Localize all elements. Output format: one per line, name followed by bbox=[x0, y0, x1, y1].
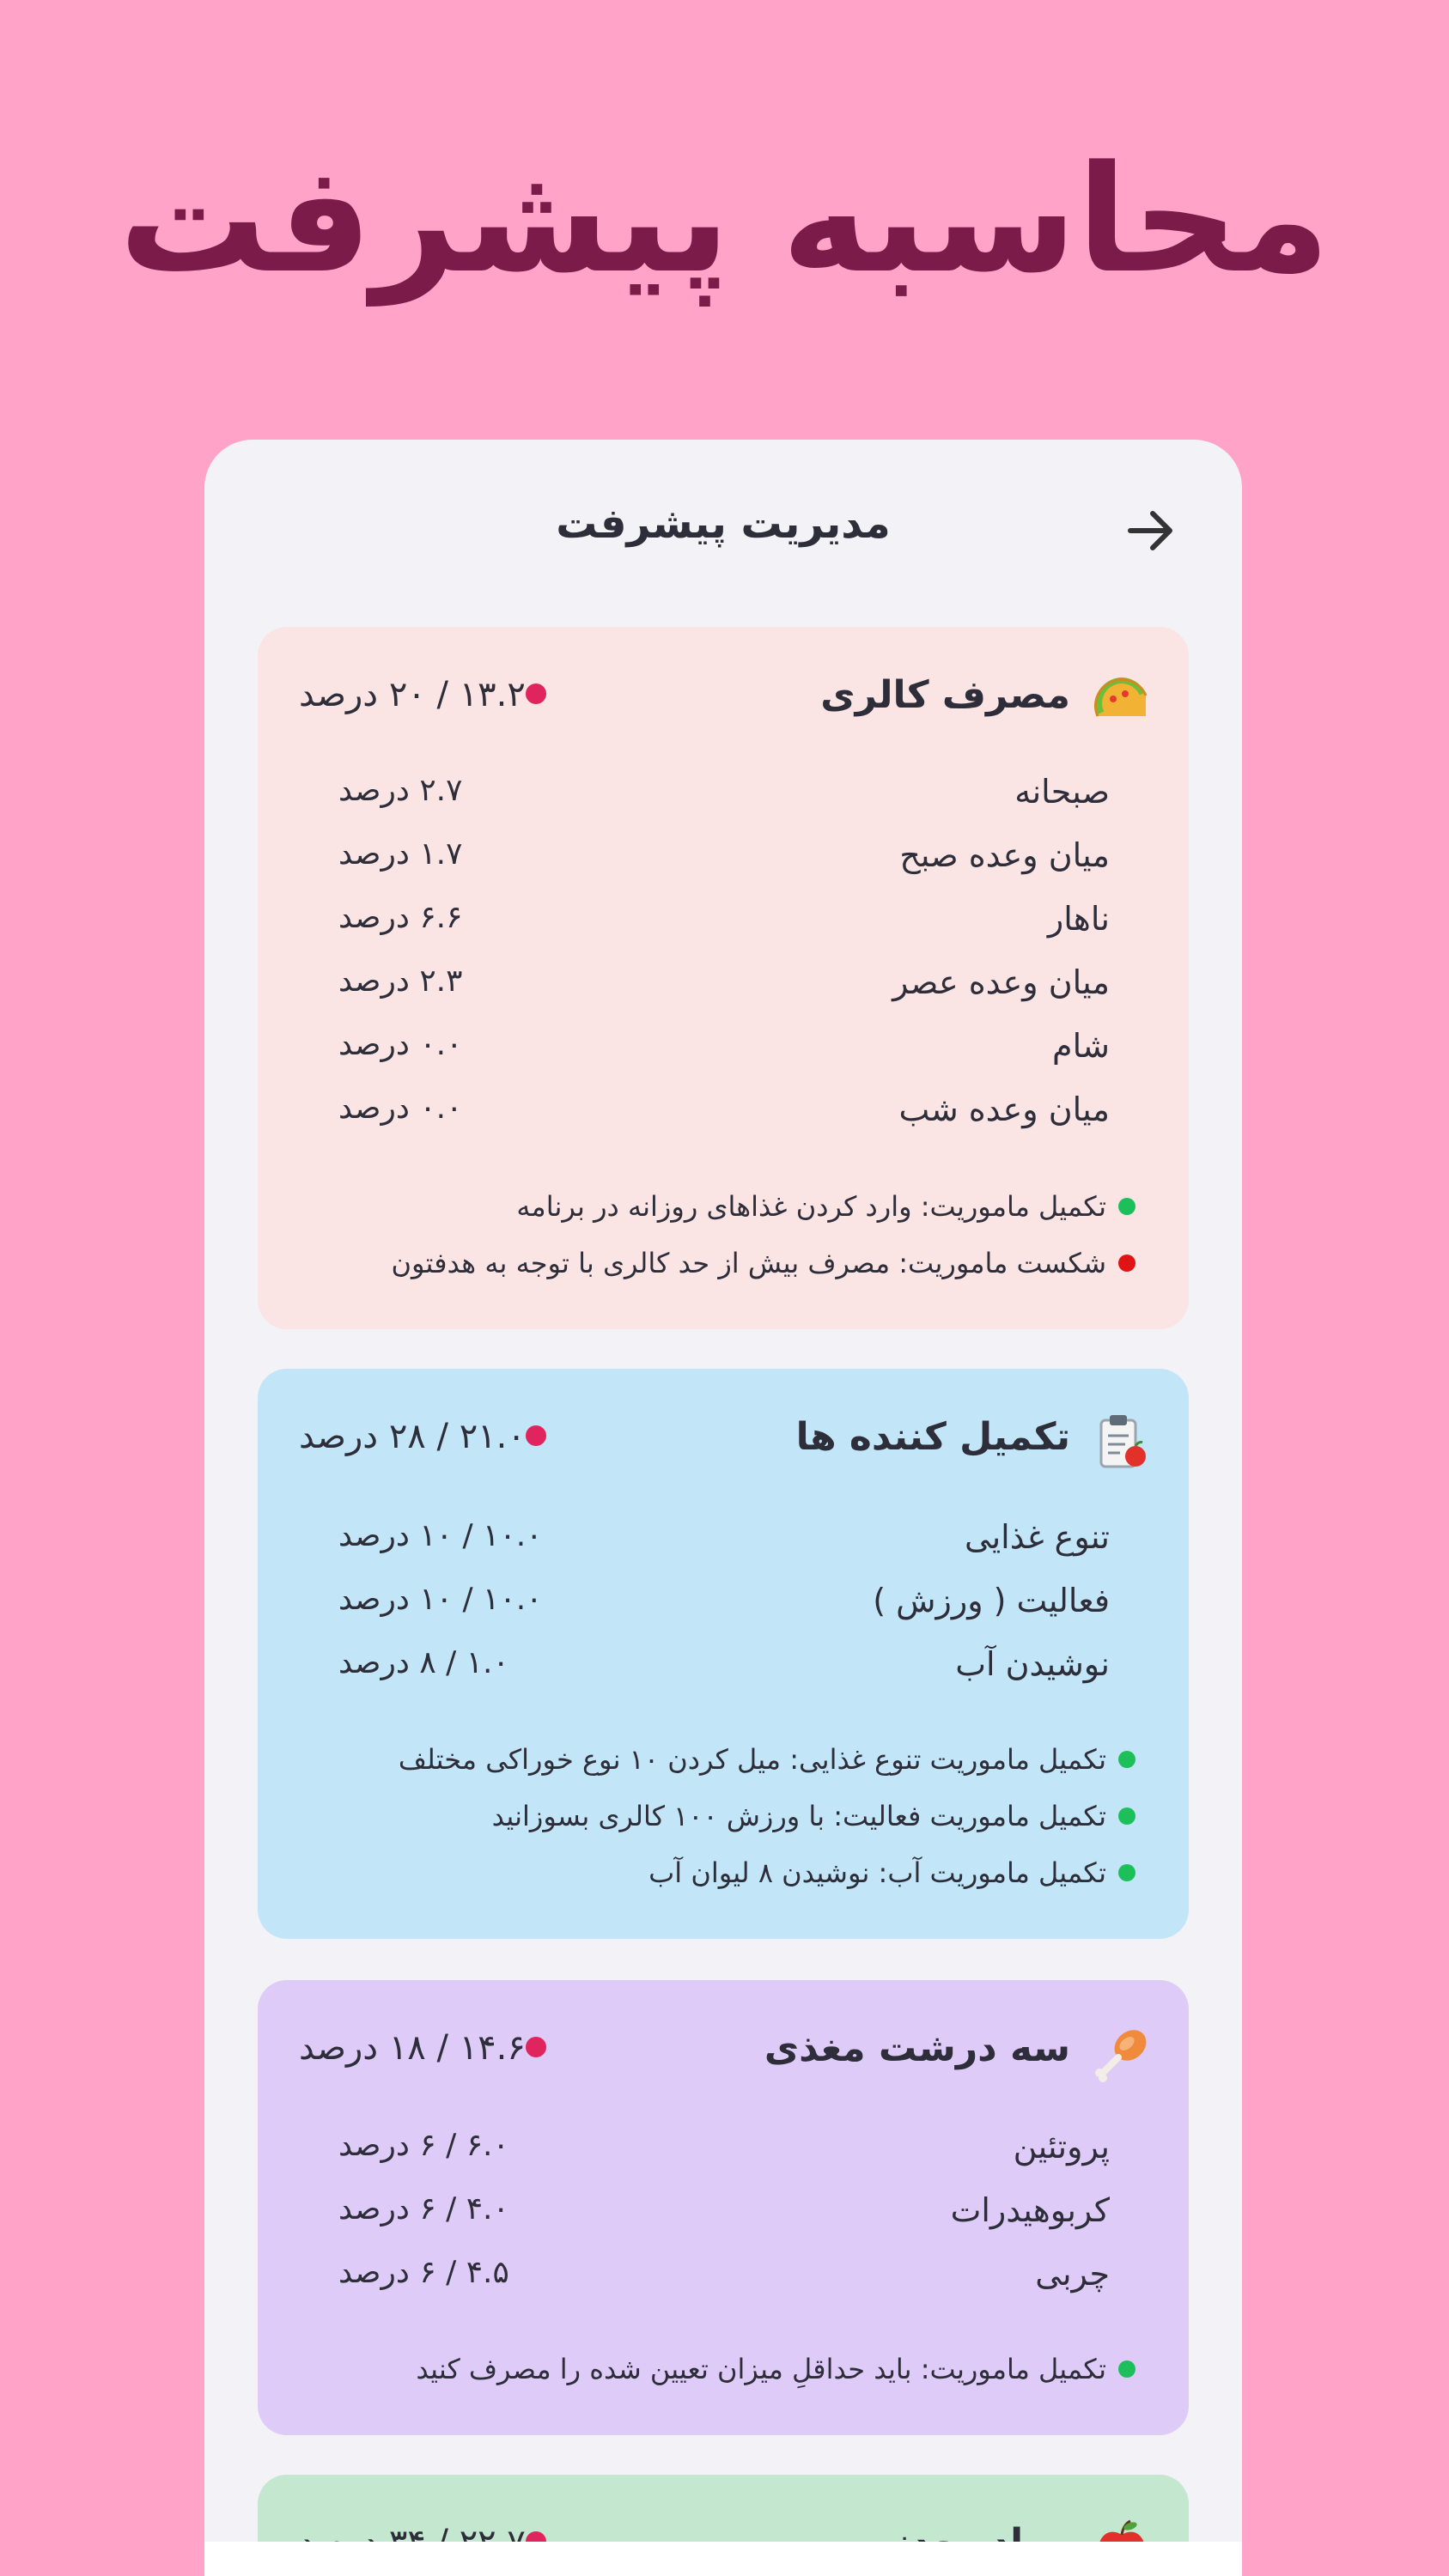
list-item: شام ۰.۰ درصد bbox=[338, 1027, 1110, 1065]
panel-header bbox=[204, 440, 1242, 611]
bottom-bar bbox=[204, 2542, 1242, 2576]
arrow-right-icon bbox=[1125, 505, 1177, 556]
list-item: میان وعده شب ۰.۰ درصد bbox=[338, 1091, 1110, 1128]
list-item: نوشیدن آب ۱.۰ / ۸ درصد bbox=[338, 1645, 1110, 1683]
success-dot bbox=[1118, 2360, 1135, 2378]
card-title: سه درشت مغذی bbox=[764, 2026, 1070, 2070]
list-item: میان وعده صبح ۱.۷ درصد bbox=[338, 836, 1110, 874]
score-dot bbox=[526, 683, 546, 704]
success-dot bbox=[1118, 1807, 1135, 1825]
list-item: کربوهیدرات ۴.۰ / ۶ درصد bbox=[338, 2191, 1110, 2229]
card-score: ۱۴.۶ / ۱۸ درصد bbox=[299, 2028, 560, 2068]
clipboard-apple-icon bbox=[1091, 1412, 1153, 1473]
list-item: چربی ۴.۵ / ۶ درصد bbox=[338, 2255, 1110, 2293]
card-score: ۱۳.۲ / ۲۰ درصد bbox=[299, 675, 560, 714]
card-score: ۲۱.۰ / ۲۸ درصد bbox=[299, 1417, 560, 1456]
success-dot bbox=[1118, 1198, 1135, 1215]
progress-panel bbox=[204, 440, 1242, 2576]
score-dot bbox=[526, 1425, 546, 1446]
card-title: مصرف کالری bbox=[820, 673, 1070, 717]
page-title: محاسبه پیشرفت bbox=[119, 133, 1330, 306]
macronutrients-card bbox=[258, 1980, 1189, 2435]
list-item: پروتئین ۶.۰ / ۶ درصد bbox=[338, 2128, 1110, 2166]
list-item: صبحانه ۲.۷ درصد bbox=[338, 773, 1110, 811]
list-item: میان وعده عصر ۲.۳ درصد bbox=[338, 963, 1110, 1001]
success-dot bbox=[1118, 1864, 1135, 1881]
list-item: فعالیت ( ورزش ) ۱۰.۰ / ۱۰ درصد bbox=[338, 1582, 1110, 1619]
taco-icon bbox=[1091, 670, 1153, 732]
mission-item: تکمیل ماموریت: وارد کردن غذاهای روزانه در برنامه bbox=[516, 1190, 1135, 1223]
mission-item: تکمیل ماموریت فعالیت: با ورزش ۱۰۰ کالری بسوزانید bbox=[492, 1800, 1135, 1832]
chicken-leg-icon bbox=[1091, 2023, 1153, 2085]
mission-item: تکمیل ماموریت آب: نوشیدن ۸ لیوان آب bbox=[648, 1856, 1135, 1889]
mission-item: شکست ماموریت: مصرف بیش از حد کالری با توجه به هدفتون bbox=[392, 1247, 1135, 1279]
mission-item: تکمیل ماموریت: باید حداقلِ میزان تعیین شده را مصرف کنید bbox=[416, 2353, 1135, 2385]
mission-item: تکمیل ماموریت تنوع غذایی: میل کردن ۱۰ نوع خوراکی مختلف bbox=[399, 1743, 1135, 1776]
fail-dot bbox=[1118, 1255, 1135, 1272]
card-title: تکمیل کننده ها bbox=[795, 1415, 1070, 1459]
list-item: تنوع غذایی ۱۰.۰ / ۱۰ درصد bbox=[338, 1518, 1110, 1556]
back-button[interactable] bbox=[1120, 500, 1182, 562]
panel-title: مدیریت پیشرفت bbox=[556, 500, 891, 548]
score-dot bbox=[526, 2037, 546, 2057]
list-item: ناهار ۶.۶ درصد bbox=[338, 900, 1110, 938]
calorie-card bbox=[258, 627, 1189, 1329]
success-dot bbox=[1118, 1751, 1135, 1768]
supplements-card bbox=[258, 1369, 1189, 1939]
